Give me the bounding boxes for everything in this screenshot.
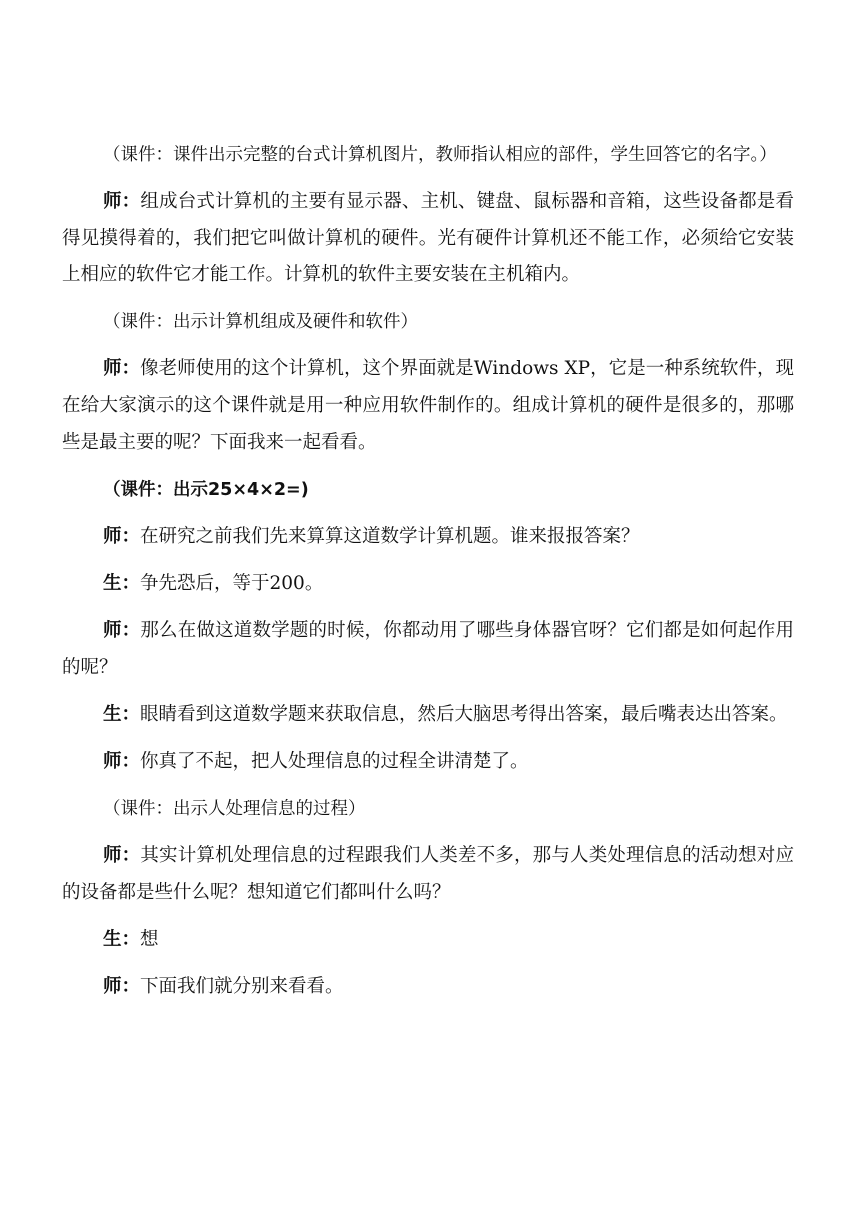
document-page bbox=[62, 137, 794, 1016]
note-text: （课件：出示人处理信息的过程） bbox=[103, 798, 366, 819]
dialogue-text: 争先恐后，等于200。 bbox=[140, 572, 324, 594]
dialogue-paragraph bbox=[62, 922, 794, 959]
speaker-label: 生： bbox=[103, 572, 141, 594]
note-text: （课件：课件出示完整的台式计算机图片，教师指认相应的部件，学生回答它的名字。） bbox=[103, 145, 777, 165]
speaker-label: 师： bbox=[103, 358, 141, 380]
dialogue-text: 像老师使用的这个计算机，这个界面就是Windows XP，它是一种系统软件，现在给大家演示的这个课件就是用一种应用软件制作的。组成计算机的硬件是很多的，那哪些是最主要的呢？下面我来一起看看。 bbox=[62, 358, 794, 453]
dialogue-paragraph bbox=[62, 969, 794, 1006]
courseware-note bbox=[62, 791, 794, 828]
dialogue-text: 你真了不起，把人处理信息的过程全讲清楚了。 bbox=[140, 750, 529, 772]
speaker-label: 师： bbox=[103, 975, 141, 997]
speaker-label: 师： bbox=[103, 750, 141, 772]
speaker-label: 生： bbox=[103, 928, 141, 950]
note-text: （课件：出示计算机组成及硬件和软件） bbox=[103, 312, 418, 333]
courseware-note-bold bbox=[62, 472, 794, 509]
courseware-note bbox=[62, 137, 794, 174]
dialogue-paragraph bbox=[62, 697, 794, 734]
dialogue-paragraph bbox=[62, 566, 794, 603]
dialogue-text: 那么在做这道数学题的时候，你都动用了哪些身体器官呀？它们都是如何起作用的呢？ bbox=[62, 620, 794, 678]
dialogue-paragraph bbox=[62, 184, 794, 294]
speaker-label: 师： bbox=[103, 845, 141, 866]
speaker-label: 师： bbox=[103, 191, 141, 213]
dialogue-paragraph bbox=[62, 744, 794, 781]
dialogue-text: 其实计算机处理信息的过程跟我们人类差不多，那与人类处理信息的活动想对应的设备都是些什么呢？想知道它们都叫什么吗？ bbox=[62, 845, 794, 903]
dialogue-text: 眼睛看到这道数学题来获取信息，然后大脑思考得出答案，最后嘴表达出答案。 bbox=[140, 703, 788, 725]
speaker-label: 师： bbox=[103, 620, 141, 642]
dialogue-text: 在研究之前我们先来算算这道数学计算机题。谁来报报答案？ bbox=[140, 525, 640, 547]
dialogue-text: 下面我们就分别来看看。 bbox=[140, 975, 344, 997]
speaker-label: 师： bbox=[103, 525, 141, 547]
dialogue-paragraph bbox=[62, 613, 794, 686]
dialogue-paragraph bbox=[62, 351, 794, 461]
dialogue-paragraph bbox=[62, 838, 794, 911]
speaker-label: 生： bbox=[103, 703, 141, 725]
courseware-note bbox=[62, 304, 794, 341]
dialogue-paragraph bbox=[62, 519, 794, 556]
dialogue-text: 组成台式计算机的主要有显示器、主机、键盘、鼠标器和音箱，这些设备都是看得见摸得着的，我们把它叫做计算机的硬件。光有硬件计算机还不能工作，必须给它安装上相应的软件它才能工作。计算机的软件主要安装在主机箱内。 bbox=[62, 191, 794, 286]
note-text: （课件：出示25×4×2=) bbox=[103, 479, 309, 500]
dialogue-text: 想 bbox=[140, 928, 159, 950]
